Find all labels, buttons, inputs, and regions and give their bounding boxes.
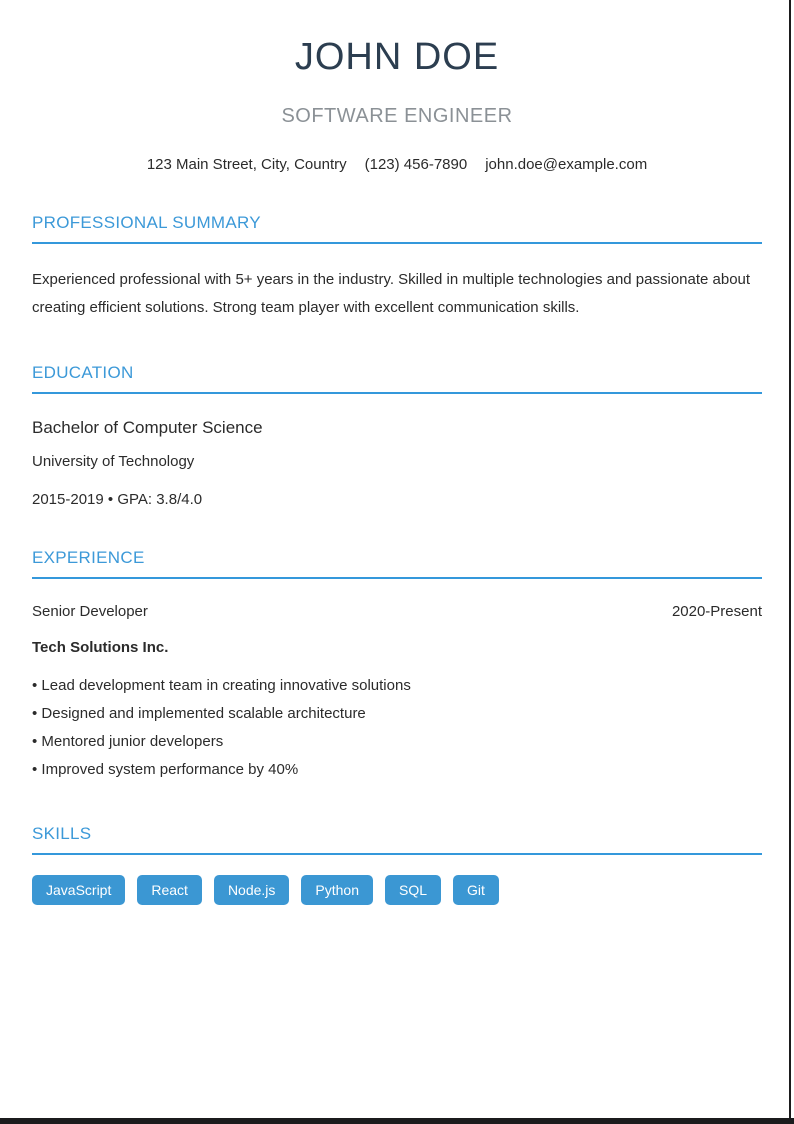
education-dates-gpa: 2015-2019 • GPA: 3.8/4.0	[32, 490, 203, 508]
experience-dates: 2020-Present	[671, 602, 762, 620]
skill-tag: JavaScript	[32, 875, 125, 905]
contact-address: 123 Main Street, City, Country	[146, 155, 347, 173]
contact-email: john.doe@example.com	[485, 155, 648, 173]
experience-bullet-list	[32, 672, 762, 784]
section-experience	[32, 548, 762, 784]
skill-tag: Node.js	[214, 875, 289, 905]
person-name: JOHN DOE	[294, 36, 500, 78]
experience-bullet: • Mentored junior developers	[32, 728, 762, 756]
person-job-title: SOFTWARE ENGINEER	[281, 104, 513, 127]
section-skills	[32, 824, 762, 905]
experience-title-row	[32, 603, 762, 620]
experience-heading: EXPERIENCE	[32, 548, 762, 579]
contact-row	[32, 156, 762, 173]
experience-job-title: Senior Developer	[32, 602, 148, 620]
contact-phone: (123) 456-7890	[364, 155, 468, 173]
section-professional-summary	[32, 213, 762, 323]
experience-bullet: • Designed and implemented scalable architecture	[32, 700, 762, 728]
page-edge-bottom	[0, 1118, 794, 1124]
education-heading: EDUCATION	[32, 363, 762, 394]
skills-heading: SKILLS	[32, 824, 762, 855]
section-education	[32, 363, 762, 508]
experience-bullet: • Lead development team in creating innovative solutions	[32, 672, 762, 700]
summary-text: Experienced professional with 5+ years in the industry. Skilled in multiple technologies and passionate about creating efficient solutions. Strong team player with excellent communication skills.	[32, 270, 751, 317]
skills-tag-list	[32, 875, 762, 905]
summary-heading: PROFESSIONAL SUMMARY	[32, 213, 762, 244]
page-edge-right	[789, 0, 791, 1124]
experience-bullet: • Improved system performance by 40%	[32, 756, 762, 784]
skill-tag: Python	[301, 875, 373, 905]
experience-company: Tech Solutions Inc.	[32, 638, 169, 656]
education-degree: Bachelor of Computer Science	[32, 417, 263, 437]
skill-tag: SQL	[385, 875, 441, 905]
skill-tag: React	[137, 875, 202, 905]
skill-tag: Git	[453, 875, 499, 905]
education-school: University of Technology	[32, 452, 195, 470]
